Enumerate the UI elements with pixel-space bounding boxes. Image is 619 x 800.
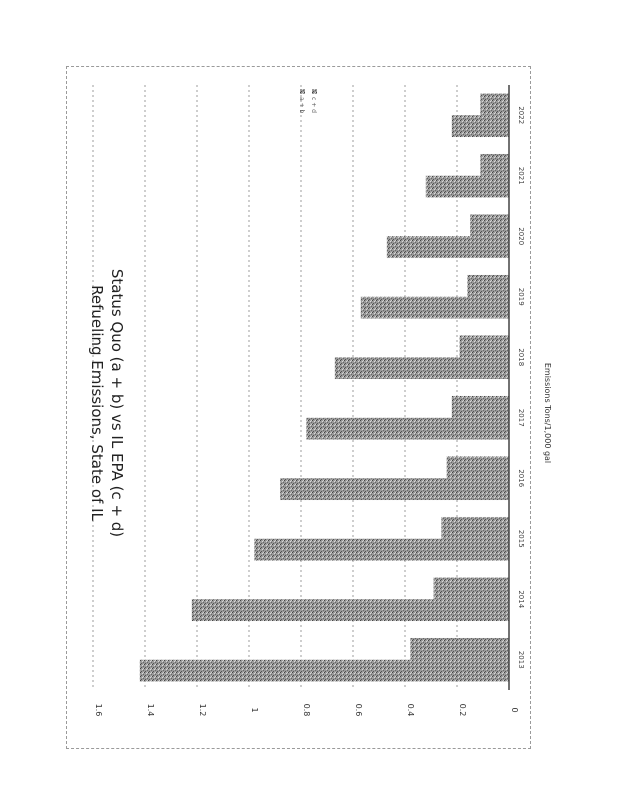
bar-series-1 [335, 357, 509, 379]
bar-series-2 [467, 275, 509, 297]
x-tick-label: 2017 [517, 408, 525, 427]
y-tick-label: 0 [510, 707, 519, 713]
bar-series-1 [280, 478, 509, 500]
y-tick-label: 0.2 [458, 703, 467, 717]
chart-title: Refueling Emissions, State of IL [88, 285, 106, 521]
legend-label-series-1: a + b [298, 97, 305, 114]
x-tick-label: 2015 [517, 529, 525, 548]
x-tick-label: 2020 [517, 227, 525, 246]
bar-series-1 [426, 176, 509, 198]
legend-swatch-series-1 [300, 89, 305, 94]
bar-series-1 [254, 539, 509, 561]
x-tick-label: 2018 [517, 348, 525, 367]
bar-series-1 [387, 236, 509, 258]
chart-subtitle: Status Quo (a + b) vs IL EPA (c + d) [108, 268, 126, 538]
bar-series-1 [452, 115, 509, 137]
y-tick-label: 1.4 [146, 703, 155, 717]
category-labels [517, 106, 525, 668]
bars [140, 93, 509, 681]
y-tick-labels [94, 704, 519, 717]
y-tick-label: 0.6 [354, 703, 363, 717]
y-tick-label: 1.6 [94, 703, 103, 717]
y-tick-label: 1.2 [198, 703, 207, 717]
x-tick-label: 2022 [517, 106, 525, 125]
legend-label-series-2: c + d [310, 97, 317, 113]
bar-series-2 [434, 577, 509, 599]
x-tick-label: 2021 [517, 166, 525, 185]
bar-series-1 [306, 418, 509, 440]
y-tick-label: 1 [250, 707, 259, 713]
bar-series-2 [470, 214, 509, 236]
y-axis-label: Emissions Tons/1,000 gal [543, 362, 552, 464]
bar-series-2 [447, 456, 509, 478]
bar-series-2 [410, 638, 509, 660]
bar-series-1 [192, 599, 509, 621]
bar-series-2 [441, 517, 509, 539]
x-tick-label: 2019 [517, 287, 525, 306]
bar-series-1 [361, 297, 509, 319]
legend-swatch-series-2 [312, 89, 317, 94]
y-tick-label: 0.4 [406, 703, 415, 717]
x-tick-label: 2013 [517, 650, 525, 669]
bar-series-2 [452, 396, 509, 418]
y-tick-label: 0.8 [302, 703, 311, 717]
bar-series-2 [480, 154, 509, 176]
legend [298, 89, 317, 114]
bar-series-2 [460, 335, 509, 357]
x-tick-label: 2016 [517, 469, 525, 488]
x-tick-label: 2014 [517, 590, 525, 609]
bar-series-2 [480, 93, 509, 115]
bar-series-1 [140, 660, 509, 682]
